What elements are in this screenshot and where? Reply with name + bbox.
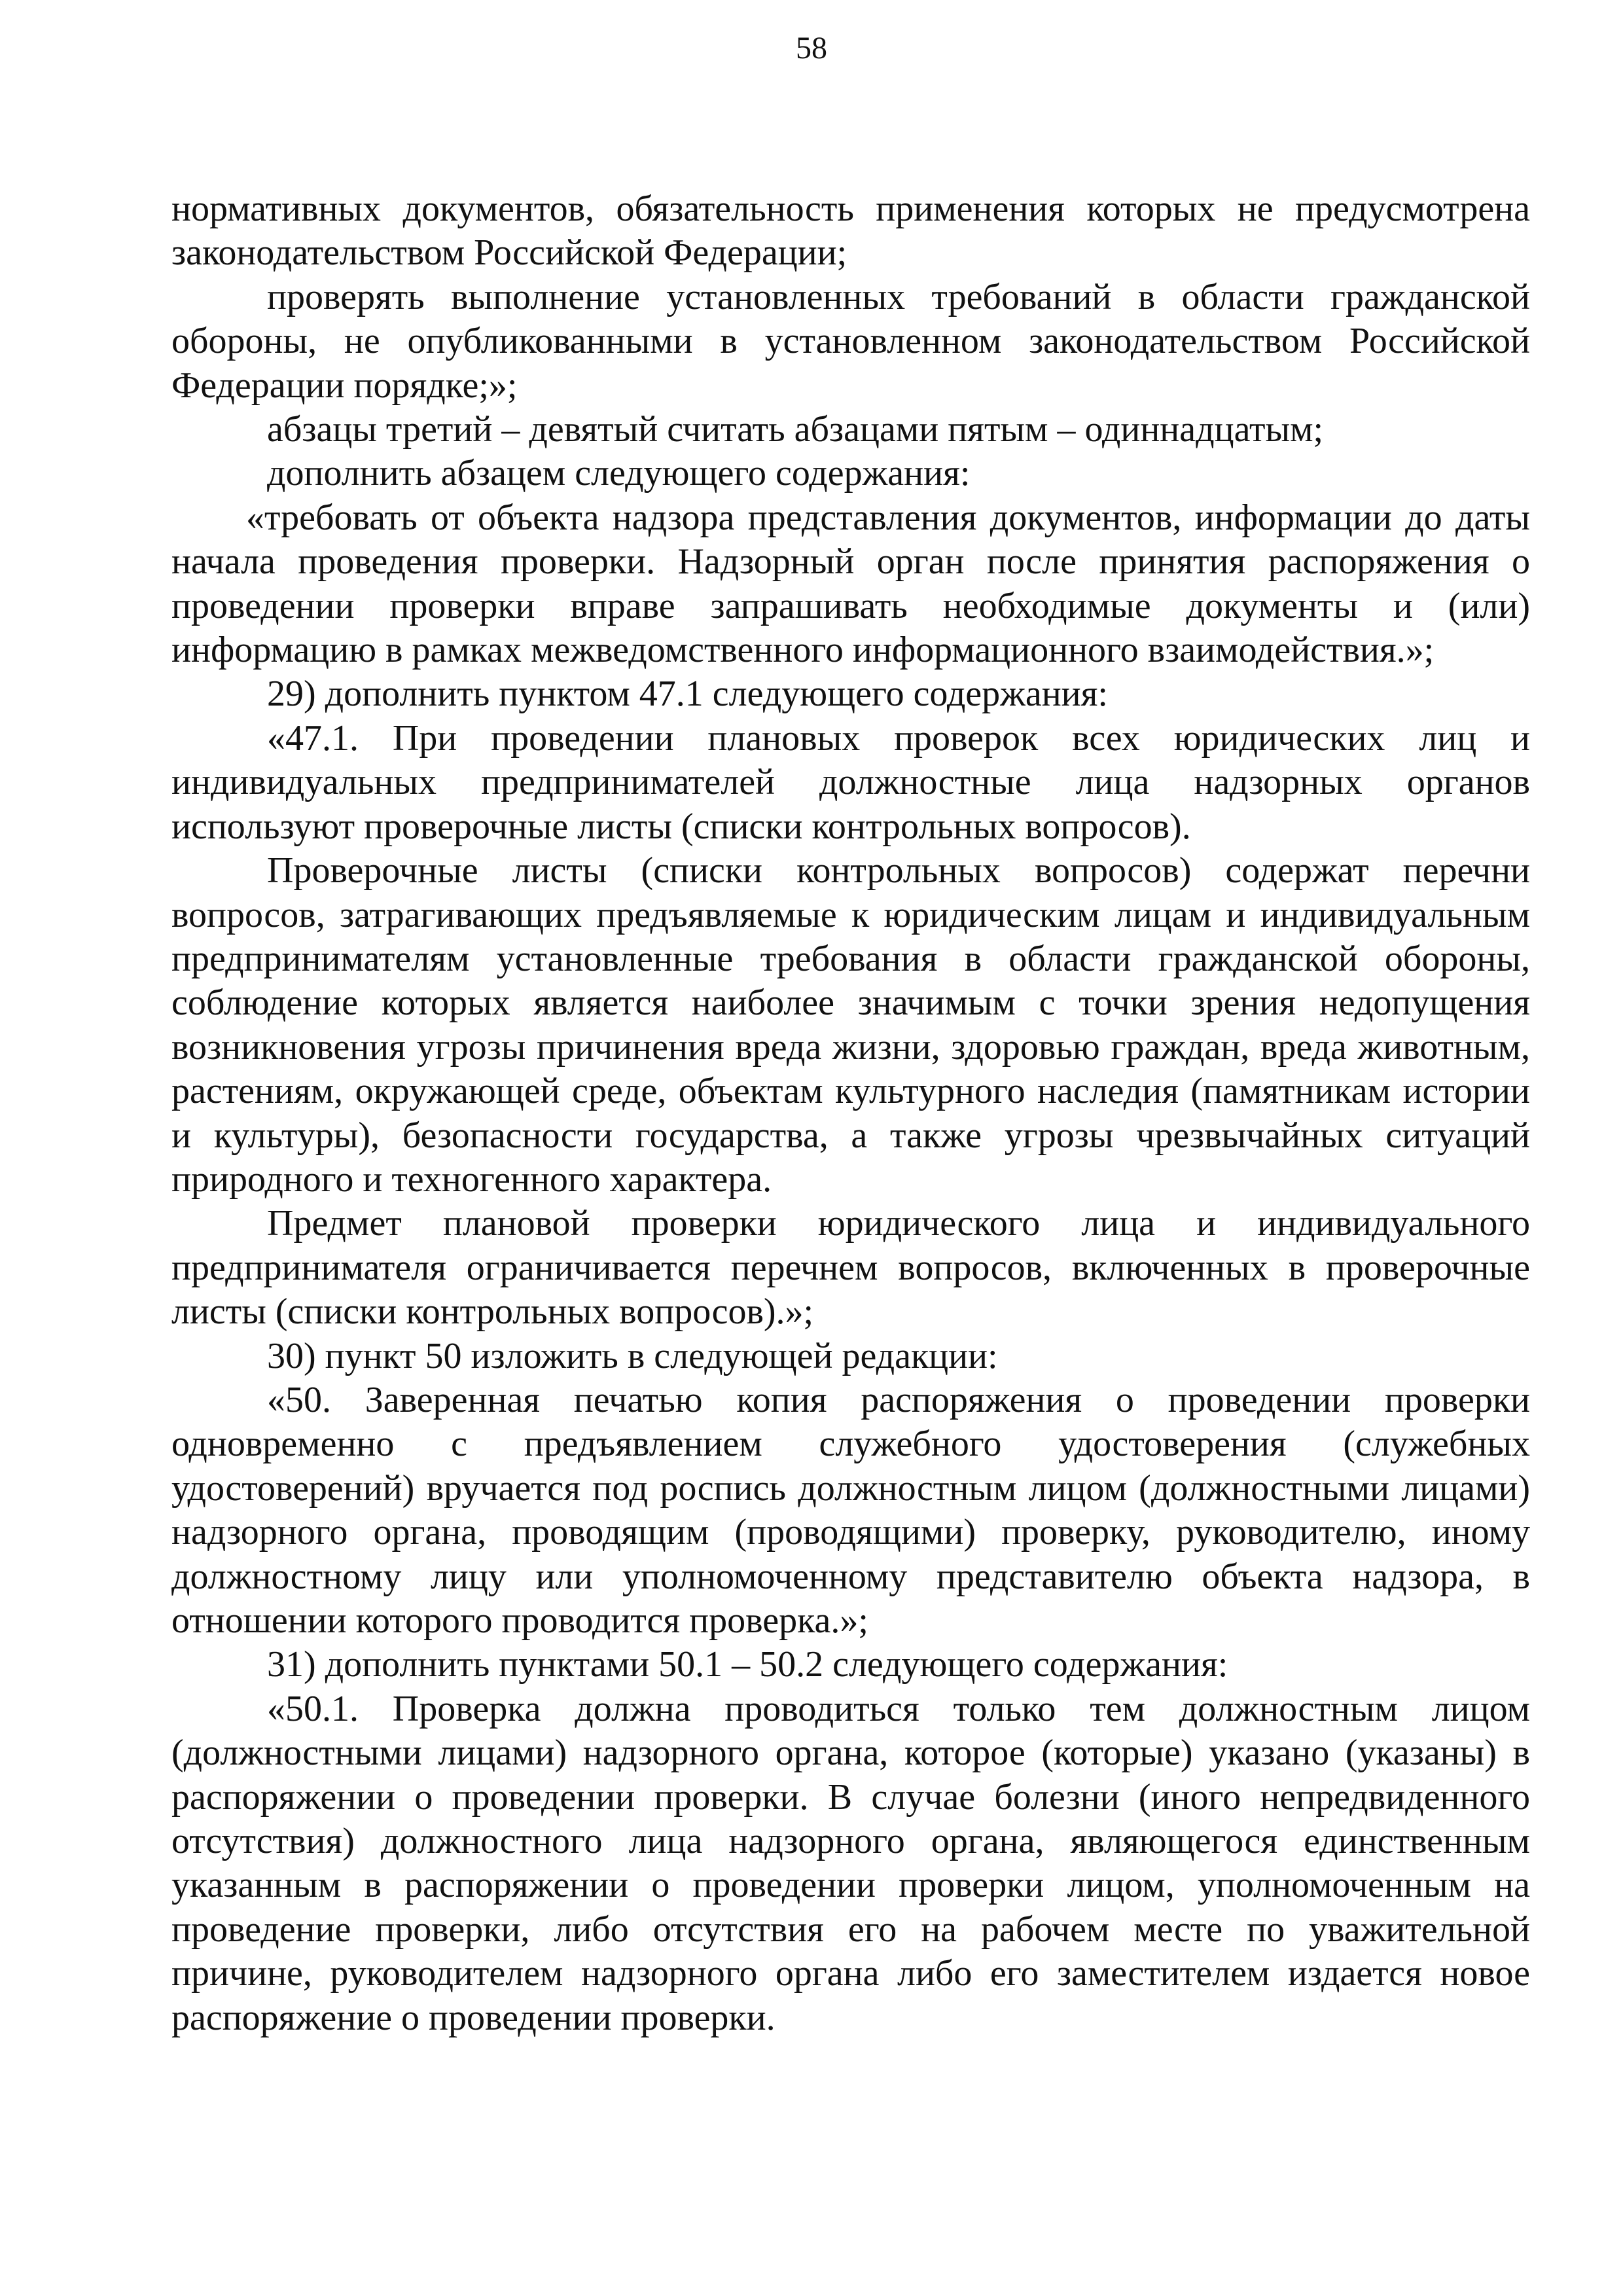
paragraph-checklists: Проверочные листы (списки контрольных вопросов) содержат перечни вопросов, затрагивающих предъявляемые к юридическим лицам и индивидуальным предпринимателям установленные требования в области гражданской обороны, соблюдение которых является наиболее значимым с точки зрения недопущения возникновения угрозы причинения вреда жизни, здоровью граждан, вреда животным, растениям, окружающей среде, объектам культурного наследия (памятникам истории и культуры), безопасности государства, а также угрозы чрезвычайных ситуаций природного и техногенного характера. <box>171 850 1530 1200</box>
paragraph-renumber: абзацы третий – девятый считать абзацами пятым – одиннадцатым; <box>267 409 1324 450</box>
paragraph-add-intro: дополнить абзацем следующего содержания: <box>267 453 971 494</box>
paragraph-clause-50: «50. Заверенная печатью копия распоряжения о проведении проверки одновременно с предъявлением служебного удостоверения (служебных удостоверений) вручается под роспись должностным лицом (должностными лицами) надзорного органа, проводящим (проводящими) проверку, руководителю, иному должностному лицу или уполномоченному представителю объекта надзора, в отношении которого проводится проверка.»; <box>171 1379 1530 1641</box>
paragraph-clause-50-1: «50.1. Проверка должна проводиться только тем должностным лицом (должностными лицами) надзорного органа, которое (которые) указано (указаны) в распоряжении о проведении проверки. В случае болезни (иного непредвиденного отсутствия) должностного лица надзорного органа, являющегося единственным указанным в распоряжении о проведении проверки лицом, уполномоченным на проведение проверки, либо отсутствия его на рабочем месте по уважительной причине, руководителем надзорного органа либо его заместителем издается новое распоряжение о проведении проверки. <box>171 1688 1530 2038</box>
paragraph-item-29: 29) дополнить пунктом 47.1 следующего содержания: <box>267 673 1108 715</box>
page-number: 58 <box>796 31 827 65</box>
document-body <box>171 187 1530 2040</box>
paragraph-item-31: 31) дополнить пунктами 50.1 – 50.2 следующего содержания: <box>267 1644 1228 1685</box>
paragraph-item-30: 30) пункт 50 изложить в следующей редакции: <box>267 1335 998 1376</box>
paragraph-request-documents: «требовать от объекта надзора представления документов, информации до даты начала проведения проверки. Надзорный орган после принятия распоряжения о проведении проверки вправе запрашивать необходимые документы и (или) информацию в рамках межведомственного информационного взаимодействия.»; <box>171 497 1530 671</box>
paragraph-check-requirements: проверять выполнение установленных требований в области гражданской обороны, не опубликованными в установленном законодательством Российской Федерации порядке;»; <box>171 276 1530 406</box>
paragraph-subject-of-inspection: Предмет плановой проверки юридического лица и индивидуального предпринимателя ограничивается перечнем вопросов, включенных в проверочные листы (списки контрольных вопросов).»; <box>171 1203 1530 1333</box>
paragraph-continuation: нормативных документов, обязательность применения которых не предусмотрена законодательством Российской Федерации; <box>171 188 1530 274</box>
paragraph-clause-47-1: «47.1. При проведении плановых проверок всех юридических лиц и индивидуальных предпринимателей должностные лица надзорных органов используют проверочные листы (списки контрольных вопросов). <box>171 717 1530 847</box>
